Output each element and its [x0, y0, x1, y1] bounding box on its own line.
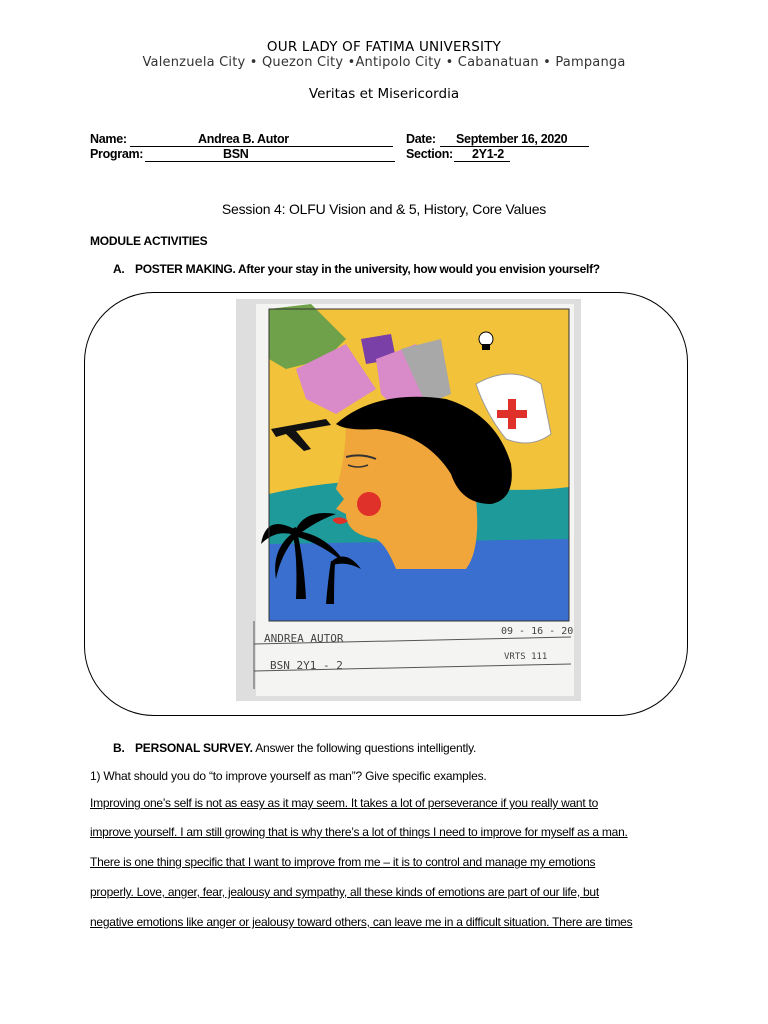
- poster-section-text: VRTS 111: [504, 652, 548, 662]
- program-underline: [145, 147, 395, 162]
- activity-b-heading: PERSONAL SURVEY.: [135, 741, 253, 755]
- poster-drawing: [236, 299, 581, 701]
- bulb: [479, 332, 493, 346]
- cross-horizontal: [497, 410, 527, 418]
- program-field: [90, 147, 398, 163]
- poster-date-text: 09 - 16 - 20: [501, 626, 574, 637]
- section-value: 2Y1-2: [472, 147, 504, 161]
- date-field: [406, 132, 591, 148]
- poster-photo: [236, 299, 581, 701]
- bulb-base: [482, 344, 490, 350]
- date-label: Date:: [406, 132, 436, 146]
- name-value: Andrea B. Autor: [198, 132, 289, 146]
- section-field: [406, 147, 516, 163]
- campus-list: Valenzuela City • Quezon City •Antipolo City • Cabanatuan • Pampanga: [142, 55, 626, 70]
- university-motto: Veritas et Misericordia: [308, 86, 460, 102]
- name-label: Name:: [90, 132, 127, 146]
- answer-line: negative emotions like anger or jealousy toward others, can leave me in a difficult situation. There are times: [90, 915, 633, 929]
- module-activities-heading: MODULE ACTIVITIES: [90, 234, 208, 248]
- answer-line: Improving one’s self is not as easy as it may seem. It takes a lot of perseverance if you really want to: [90, 796, 599, 810]
- activity-a: [113, 262, 600, 276]
- question-1: 1) What should you do “to improve yourself as man”? Give specific examples.: [90, 769, 487, 783]
- section-label: Section:: [406, 147, 453, 161]
- answer-line: improve yourself. I am still growing that is why there’s a lot of things I need to improve for myself as a man.: [90, 825, 628, 839]
- date-value: September 16, 2020: [456, 132, 568, 146]
- program-value: BSN: [223, 147, 249, 161]
- activity-a-marker: A.: [113, 262, 125, 276]
- session-title: Session 4: OLFU Vision and & 5, History, Core Values: [221, 201, 547, 217]
- poster-course-text: BSN 2Y1 - 2: [270, 659, 343, 672]
- activity-b-text: Answer the following questions intelligently.: [252, 741, 477, 755]
- answer-line: properly. Love, anger, fear, jealousy and sympathy, all these kinds of emotions are part of our life, but: [90, 885, 599, 899]
- name-field: [90, 132, 395, 148]
- university-name: OUR LADY OF FATIMA UNIVERSITY: [266, 39, 502, 55]
- activity-a-text: POSTER MAKING. After your stay in the university, how would you envision yourself?: [135, 262, 600, 276]
- answer-line: There is one thing specific that I want to improve from me – it is to control and manage my emotions: [90, 855, 596, 869]
- activity-b: [113, 741, 476, 755]
- poster-name-text: ANDREA AUTOR: [264, 632, 344, 645]
- program-label: Program:: [90, 147, 144, 161]
- cheek: [357, 492, 381, 516]
- activity-b-marker: B.: [113, 741, 125, 755]
